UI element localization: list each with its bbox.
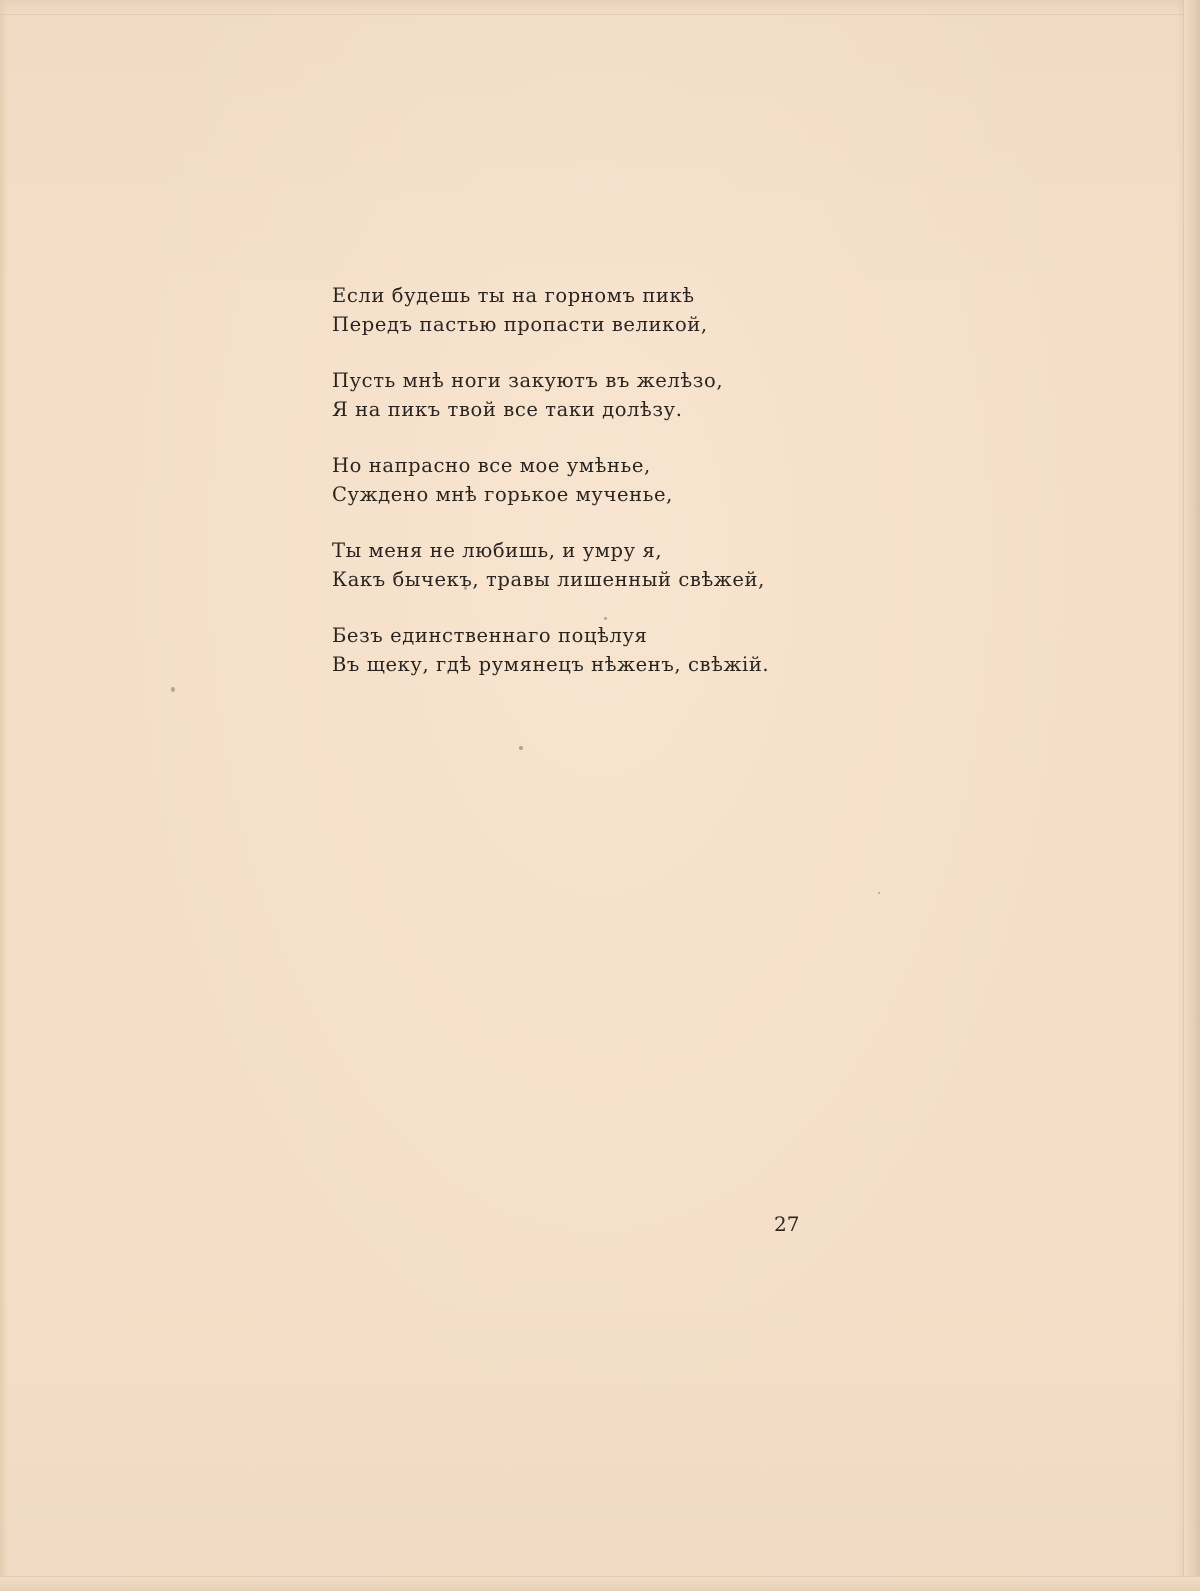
stanza <box>332 536 852 594</box>
poem-line: Я на пикъ твой все таки долѣзу. <box>332 398 683 421</box>
page-edge-left <box>0 0 8 1591</box>
poem-line: Если будешь ты на горномъ пикѣ <box>332 284 695 307</box>
poem <box>332 281 852 706</box>
stanza <box>332 366 852 424</box>
paper-speck <box>878 892 880 894</box>
page-number: 27 <box>774 1212 800 1236</box>
stanza <box>332 451 852 509</box>
poem-line: Безъ единственнаго поцѣлуя <box>332 624 648 647</box>
page-edge-top <box>0 0 1200 15</box>
poem-line: Передъ пастью пропасти великой, <box>332 313 708 336</box>
poem-line: Ты меня не любишь, и умру я, <box>332 539 663 562</box>
stanza <box>332 621 852 679</box>
poem-line: Въ щеку, гдѣ румянецъ нѣженъ, свѣжій. <box>332 653 770 676</box>
poem-line: Пусть мнѣ ноги закуютъ въ желѣзо, <box>332 369 724 392</box>
stanza <box>332 281 852 339</box>
paper-speck <box>171 687 175 692</box>
poem-line: Но напрасно все мое умѣнье, <box>332 454 651 477</box>
poem-line: Суждено мнѣ горькое мученье, <box>332 483 673 506</box>
poem-line: Какъ бычекъ, травы лишенный свѣжей, <box>332 568 765 591</box>
paper-speck <box>519 746 523 750</box>
page-edge-bottom <box>0 1576 1200 1591</box>
page-edge-right <box>1183 0 1200 1591</box>
